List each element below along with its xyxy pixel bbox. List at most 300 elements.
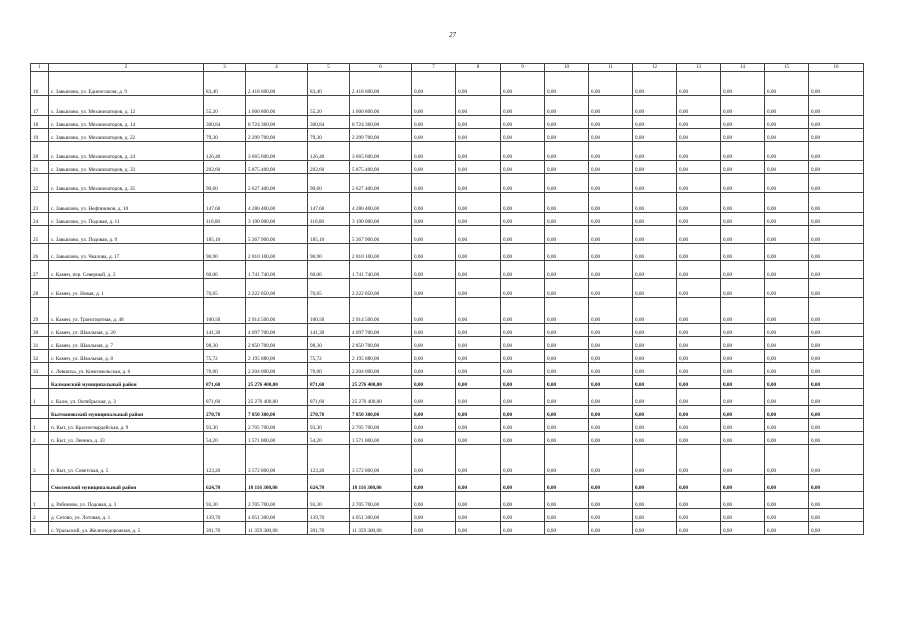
value-cell: 0,00 bbox=[809, 376, 864, 389]
value-cell: 0,00 bbox=[412, 324, 456, 337]
table-row bbox=[31, 492, 864, 509]
value-cell: 0,00 bbox=[809, 432, 864, 445]
address-cell: с. Завьялово, ул. Механизаторов, д. 12 bbox=[49, 96, 204, 116]
value-cell: 0,00 bbox=[677, 432, 721, 445]
value-cell: 0,00 bbox=[633, 244, 677, 261]
value-cell: 1 571 800,00 bbox=[350, 432, 412, 445]
value-cell: 0,00 bbox=[677, 161, 721, 174]
value-cell: 93,30 bbox=[308, 419, 350, 432]
table-row bbox=[31, 324, 864, 337]
address-cell: с. Завьялово, ул. Механизаторов, д. 35 bbox=[49, 174, 204, 193]
value-cell: 0,00 bbox=[809, 363, 864, 376]
value-cell: 2 705 700,00 bbox=[246, 492, 308, 509]
value-cell: 0,00 bbox=[633, 142, 677, 161]
value-cell: 0,00 bbox=[589, 419, 633, 432]
value-cell: 0,00 bbox=[501, 72, 545, 96]
value-cell: 123,20 bbox=[204, 445, 246, 475]
value-cell: 0,00 bbox=[545, 389, 589, 406]
address-cell: с. Камен, ул. Школьная, д. 7 bbox=[49, 337, 204, 350]
value-cell: 0,00 bbox=[721, 324, 765, 337]
value-cell: 0,00 bbox=[765, 129, 809, 142]
value-cell: 0,00 bbox=[809, 445, 864, 475]
value-cell: 0,00 bbox=[456, 116, 501, 129]
row-number bbox=[31, 406, 49, 419]
value-cell: 4 280 400,00 bbox=[246, 193, 308, 213]
value-cell: 0,00 bbox=[721, 174, 765, 193]
value-cell: 0,00 bbox=[809, 129, 864, 142]
value-cell: 2 418 600,00 bbox=[246, 72, 308, 96]
value-cell: 1 741 740,00 bbox=[350, 261, 412, 279]
value-cell: 79,30 bbox=[308, 129, 350, 142]
value-cell: 871,60 bbox=[204, 389, 246, 406]
value-cell: 0,00 bbox=[633, 432, 677, 445]
value-cell: 0,00 bbox=[501, 213, 545, 226]
value-cell: 0,00 bbox=[633, 261, 677, 279]
value-cell: 0,00 bbox=[677, 406, 721, 419]
value-cell: 141,30 bbox=[204, 324, 246, 337]
value-cell: 1 741 740,00 bbox=[246, 261, 308, 279]
value-cell: 0,00 bbox=[721, 96, 765, 116]
header-cell: 3 bbox=[204, 64, 246, 72]
row-number: 26 bbox=[31, 244, 49, 261]
value-cell: 0,00 bbox=[589, 298, 633, 324]
row-number: 24 bbox=[31, 213, 49, 226]
value-cell: 0,00 bbox=[721, 389, 765, 406]
value-cell: 0,00 bbox=[501, 337, 545, 350]
value-cell: 147,60 bbox=[204, 193, 246, 213]
value-cell: 0,00 bbox=[809, 261, 864, 279]
value-cell: 0,00 bbox=[809, 298, 864, 324]
value-cell: 147,60 bbox=[308, 193, 350, 213]
row-number: 1 bbox=[31, 492, 49, 509]
value-cell: 0,00 bbox=[721, 279, 765, 298]
table-row bbox=[31, 213, 864, 226]
value-cell: 0,00 bbox=[633, 174, 677, 193]
value-cell: 0,00 bbox=[501, 261, 545, 279]
value-cell: 0,00 bbox=[545, 432, 589, 445]
address-cell: с. Камен, ул. Школьная, д. 20 bbox=[49, 324, 204, 337]
value-cell: 185,10 bbox=[204, 226, 246, 244]
value-cell: 0,00 bbox=[412, 492, 456, 509]
value-cell: 54,20 bbox=[308, 432, 350, 445]
row-number: 25 bbox=[31, 226, 49, 244]
value-cell: 0,00 bbox=[412, 193, 456, 213]
value-cell: 0,00 bbox=[633, 522, 677, 535]
value-cell: 0,00 bbox=[412, 174, 456, 193]
address-cell: с. Камен, пер. Северный, д. 2 bbox=[49, 261, 204, 279]
table-row bbox=[31, 509, 864, 522]
value-cell: 0,00 bbox=[677, 116, 721, 129]
value-cell: 0,00 bbox=[721, 337, 765, 350]
value-cell: 0,00 bbox=[677, 350, 721, 363]
value-cell: 0,00 bbox=[501, 279, 545, 298]
value-cell: 0,00 bbox=[412, 279, 456, 298]
value-cell: 3 190 000,00 bbox=[246, 213, 308, 226]
value-cell: 5 367 900,00 bbox=[350, 226, 412, 244]
value-cell: 0,00 bbox=[501, 116, 545, 129]
value-cell: 0,00 bbox=[721, 213, 765, 226]
value-cell: 100,50 bbox=[308, 298, 350, 324]
value-cell: 0,00 bbox=[456, 279, 501, 298]
value-cell: 0,00 bbox=[545, 226, 589, 244]
value-cell: 0,00 bbox=[765, 376, 809, 389]
value-cell: 2 850 700,00 bbox=[350, 337, 412, 350]
value-cell: 0,00 bbox=[501, 129, 545, 142]
value-cell: 0,00 bbox=[721, 298, 765, 324]
value-cell: 0,00 bbox=[633, 72, 677, 96]
value-cell: 0,00 bbox=[456, 174, 501, 193]
value-cell: 0,00 bbox=[501, 298, 545, 324]
value-cell: 0,00 bbox=[412, 509, 456, 522]
header-cell: 4 bbox=[246, 64, 308, 72]
value-cell: 0,00 bbox=[721, 419, 765, 432]
value-cell: 0,00 bbox=[501, 492, 545, 509]
value-cell: 7 850 300,00 bbox=[246, 406, 308, 419]
value-cell: 0,00 bbox=[589, 406, 633, 419]
value-cell: 126,40 bbox=[204, 142, 246, 161]
table-row bbox=[31, 363, 864, 376]
value-cell: 0,00 bbox=[809, 226, 864, 244]
value-cell: 0,00 bbox=[589, 116, 633, 129]
value-cell: 0,00 bbox=[765, 406, 809, 419]
value-cell: 0,00 bbox=[677, 363, 721, 376]
value-cell: 3 665 600,00 bbox=[350, 142, 412, 161]
value-cell: 0,00 bbox=[412, 96, 456, 116]
value-cell: 0,00 bbox=[456, 522, 501, 535]
address-cell: с. Камен, ул. Транспортная, д. 48 bbox=[49, 298, 204, 324]
row-number: 20 bbox=[31, 142, 49, 161]
value-cell: 0,00 bbox=[633, 213, 677, 226]
value-cell: 0,00 bbox=[412, 298, 456, 324]
value-cell: 8 724 360,00 bbox=[246, 116, 308, 129]
value-cell: 0,00 bbox=[721, 350, 765, 363]
value-cell: 5 875 400,00 bbox=[350, 161, 412, 174]
value-cell: 0,00 bbox=[765, 445, 809, 475]
address-cell: Кытмановский муниципальный район bbox=[49, 406, 204, 419]
value-cell: 5 875 400,00 bbox=[246, 161, 308, 174]
value-cell: 0,00 bbox=[412, 244, 456, 261]
row-number: 3 bbox=[31, 522, 49, 535]
value-cell: 11 359 300,00 bbox=[350, 522, 412, 535]
table-row bbox=[31, 298, 864, 324]
row-number: 16 bbox=[31, 72, 49, 96]
value-cell: 0,00 bbox=[545, 261, 589, 279]
value-cell: 871,60 bbox=[308, 389, 350, 406]
value-cell: 0,00 bbox=[412, 142, 456, 161]
address-cell: с. Завьялово, ул. Механизаторов, д. 33 bbox=[49, 161, 204, 174]
district-total-row bbox=[31, 376, 864, 389]
value-cell: 0,00 bbox=[501, 522, 545, 535]
value-cell: 123,20 bbox=[308, 445, 350, 475]
address-cell: с. Уральский, ул. Железнодорожная, д. 5 bbox=[49, 522, 204, 535]
value-cell: 0,00 bbox=[809, 244, 864, 261]
value-cell: 0,00 bbox=[412, 445, 456, 475]
value-cell: 3 572 800,00 bbox=[246, 445, 308, 475]
value-cell: 0,00 bbox=[545, 96, 589, 116]
value-cell: 0,00 bbox=[412, 522, 456, 535]
value-cell: 0,00 bbox=[412, 129, 456, 142]
value-cell: 0,00 bbox=[589, 363, 633, 376]
value-cell: 0,00 bbox=[589, 129, 633, 142]
value-cell: 0,00 bbox=[589, 142, 633, 161]
address-cell: п. Кыт, ул. Советская, д. 5 bbox=[49, 445, 204, 475]
value-cell: 0,00 bbox=[721, 406, 765, 419]
header-cell: 11 bbox=[589, 64, 633, 72]
value-cell: 7 850 300,00 bbox=[350, 406, 412, 419]
value-cell: 2 705 700,00 bbox=[246, 419, 308, 432]
value-cell: 0,00 bbox=[721, 475, 765, 492]
value-cell: 0,00 bbox=[545, 161, 589, 174]
value-cell: 0,00 bbox=[721, 193, 765, 213]
header-cell: 14 bbox=[721, 64, 765, 72]
table-row bbox=[31, 96, 864, 116]
value-cell: 270,70 bbox=[204, 406, 246, 419]
value-cell: 0,00 bbox=[589, 213, 633, 226]
value-cell: 0,00 bbox=[677, 376, 721, 389]
value-cell: 0,00 bbox=[412, 261, 456, 279]
address-cell: Калманский муниципальный район bbox=[49, 376, 204, 389]
table-row bbox=[31, 432, 864, 445]
value-cell: 110,00 bbox=[204, 213, 246, 226]
page-number: 27 bbox=[449, 31, 456, 39]
value-cell: 2 299 700,00 bbox=[350, 129, 412, 142]
value-cell: 110,00 bbox=[308, 213, 350, 226]
value-cell: 0,00 bbox=[456, 432, 501, 445]
value-cell: 4 051 300,00 bbox=[246, 509, 308, 522]
value-cell: 0,00 bbox=[501, 142, 545, 161]
value-cell: 0,00 bbox=[456, 475, 501, 492]
value-cell: 0,00 bbox=[589, 389, 633, 406]
value-cell: 0,00 bbox=[677, 129, 721, 142]
value-cell: 0,00 bbox=[501, 509, 545, 522]
value-cell: 0,00 bbox=[589, 226, 633, 244]
value-cell: 0,00 bbox=[765, 226, 809, 244]
value-cell: 0,00 bbox=[765, 72, 809, 96]
row-number bbox=[31, 376, 49, 389]
value-cell: 98,30 bbox=[204, 337, 246, 350]
value-cell: 0,00 bbox=[721, 509, 765, 522]
value-cell: 0,00 bbox=[765, 389, 809, 406]
value-cell: 0,00 bbox=[456, 261, 501, 279]
row-number: 19 bbox=[31, 129, 49, 142]
row-number: 27 bbox=[31, 261, 49, 279]
value-cell: 0,00 bbox=[589, 244, 633, 261]
value-cell: 0,00 bbox=[545, 350, 589, 363]
value-cell: 0,00 bbox=[589, 522, 633, 535]
value-cell: 0,00 bbox=[721, 116, 765, 129]
value-cell: 0,00 bbox=[456, 96, 501, 116]
table-row bbox=[31, 337, 864, 350]
header-row bbox=[31, 64, 864, 72]
table-row bbox=[31, 161, 864, 174]
value-cell: 0,00 bbox=[721, 363, 765, 376]
value-cell: 83,40 bbox=[204, 72, 246, 96]
value-cell: 0,00 bbox=[501, 419, 545, 432]
table-body bbox=[31, 64, 864, 535]
value-cell: 0,00 bbox=[721, 161, 765, 174]
table-row bbox=[31, 279, 864, 298]
value-cell: 0,00 bbox=[501, 226, 545, 244]
value-cell: 0,00 bbox=[765, 350, 809, 363]
value-cell: 0,00 bbox=[677, 96, 721, 116]
value-cell: 624,70 bbox=[204, 475, 246, 492]
table-row bbox=[31, 244, 864, 261]
value-cell: 0,00 bbox=[412, 213, 456, 226]
row-number: 2 bbox=[31, 509, 49, 522]
value-cell: 2 195 880,00 bbox=[350, 350, 412, 363]
value-cell: 0,00 bbox=[456, 129, 501, 142]
value-cell: 18 116 300,00 bbox=[350, 475, 412, 492]
value-cell: 93,30 bbox=[308, 492, 350, 509]
value-cell: 0,00 bbox=[633, 226, 677, 244]
value-cell: 871,60 bbox=[308, 376, 350, 389]
row-number: 28 bbox=[31, 279, 49, 298]
value-cell: 0,00 bbox=[809, 324, 864, 337]
value-cell: 0,00 bbox=[633, 419, 677, 432]
value-cell: 270,70 bbox=[308, 406, 350, 419]
data-table bbox=[30, 63, 864, 535]
value-cell: 5 367 900,00 bbox=[246, 226, 308, 244]
value-cell: 0,00 bbox=[456, 406, 501, 419]
value-cell: 0,00 bbox=[677, 522, 721, 535]
value-cell: 0,00 bbox=[545, 279, 589, 298]
address-cell: с. Завьялово, ул. Механизаторов, д. 22 bbox=[49, 129, 204, 142]
value-cell: 0,00 bbox=[412, 432, 456, 445]
value-cell: 0,00 bbox=[589, 337, 633, 350]
value-cell: 0,00 bbox=[412, 376, 456, 389]
value-cell: 0,00 bbox=[809, 96, 864, 116]
value-cell: 0,00 bbox=[633, 475, 677, 492]
value-cell: 0,00 bbox=[412, 389, 456, 406]
value-cell: 0,00 bbox=[456, 363, 501, 376]
value-cell: 0,00 bbox=[677, 142, 721, 161]
header-cell: 12 bbox=[633, 64, 677, 72]
value-cell: 0,00 bbox=[456, 298, 501, 324]
value-cell: 0,00 bbox=[456, 193, 501, 213]
value-cell: 0,00 bbox=[633, 116, 677, 129]
value-cell: 0,00 bbox=[765, 193, 809, 213]
value-cell: 1 571 800,00 bbox=[246, 432, 308, 445]
value-cell: 0,00 bbox=[633, 96, 677, 116]
value-cell: 871,60 bbox=[204, 376, 246, 389]
row-number: 3 bbox=[31, 445, 49, 475]
table-row bbox=[31, 445, 864, 475]
value-cell: 0,00 bbox=[589, 350, 633, 363]
value-cell: 0,00 bbox=[721, 72, 765, 96]
value-cell: 0,00 bbox=[677, 226, 721, 244]
value-cell: 0,00 bbox=[545, 376, 589, 389]
value-cell: 0,00 bbox=[633, 324, 677, 337]
value-cell: 0,00 bbox=[456, 337, 501, 350]
value-cell: 3 572 800,00 bbox=[350, 445, 412, 475]
value-cell: 0,00 bbox=[545, 174, 589, 193]
value-cell: 0,00 bbox=[633, 298, 677, 324]
value-cell: 0,00 bbox=[765, 161, 809, 174]
row-number: 2 bbox=[31, 432, 49, 445]
value-cell: 79,30 bbox=[204, 129, 246, 142]
header-cell: 9 bbox=[501, 64, 545, 72]
value-cell: 0,00 bbox=[456, 389, 501, 406]
table-row bbox=[31, 174, 864, 193]
value-cell: 0,00 bbox=[633, 363, 677, 376]
value-cell: 0,00 bbox=[456, 213, 501, 226]
value-cell: 0,00 bbox=[589, 324, 633, 337]
value-cell: 0,00 bbox=[677, 72, 721, 96]
value-cell: 0,00 bbox=[589, 174, 633, 193]
row-number bbox=[31, 475, 49, 492]
value-cell: 0,00 bbox=[765, 432, 809, 445]
value-cell: 0,00 bbox=[765, 244, 809, 261]
value-cell: 93,30 bbox=[204, 492, 246, 509]
value-cell: 0,00 bbox=[677, 174, 721, 193]
address-cell: д. Рабиново, ул. Подовая, д. 3 bbox=[49, 492, 204, 509]
value-cell: 0,00 bbox=[633, 161, 677, 174]
value-cell: 76,65 bbox=[204, 279, 246, 298]
value-cell: 0,00 bbox=[545, 475, 589, 492]
value-cell: 3 190 000,00 bbox=[350, 213, 412, 226]
value-cell: 2 850 700,00 bbox=[246, 337, 308, 350]
value-cell: 300,84 bbox=[308, 116, 350, 129]
district-total-row bbox=[31, 475, 864, 492]
value-cell: 0,00 bbox=[545, 298, 589, 324]
value-cell: 0,00 bbox=[677, 279, 721, 298]
row-number: 1 bbox=[31, 419, 49, 432]
value-cell: 2 914 500,00 bbox=[350, 298, 412, 324]
value-cell: 0,00 bbox=[677, 298, 721, 324]
value-cell: 2 222 850,00 bbox=[350, 279, 412, 298]
value-cell: 0,00 bbox=[677, 261, 721, 279]
value-cell: 0,00 bbox=[721, 226, 765, 244]
value-cell: 0,00 bbox=[456, 142, 501, 161]
value-cell: 0,00 bbox=[677, 389, 721, 406]
value-cell: 76,00 bbox=[308, 363, 350, 376]
value-cell: 0,00 bbox=[721, 244, 765, 261]
value-cell: 0,00 bbox=[765, 298, 809, 324]
row-number: 29 bbox=[31, 298, 49, 324]
value-cell: 25 276 400,00 bbox=[246, 376, 308, 389]
value-cell: 4 051 300,00 bbox=[350, 509, 412, 522]
value-cell: 0,00 bbox=[765, 174, 809, 193]
value-cell: 0,00 bbox=[677, 492, 721, 509]
value-cell: 0,00 bbox=[589, 279, 633, 298]
value-cell: 0,00 bbox=[545, 129, 589, 142]
value-cell: 391,70 bbox=[204, 522, 246, 535]
value-cell: 98,30 bbox=[308, 337, 350, 350]
value-cell: 0,00 bbox=[456, 350, 501, 363]
row-number: 33 bbox=[31, 363, 49, 376]
value-cell: 0,00 bbox=[545, 522, 589, 535]
address-cell: с. Камен, ул. Новая, д. 1 bbox=[49, 279, 204, 298]
address-cell: с. Завьялово, ул. Механизаторов, д. 24 bbox=[49, 142, 204, 161]
value-cell: 0,00 bbox=[545, 213, 589, 226]
value-cell: 0,00 bbox=[809, 522, 864, 535]
value-cell: 0,00 bbox=[633, 389, 677, 406]
value-cell: 0,00 bbox=[501, 350, 545, 363]
value-cell: 0,00 bbox=[809, 419, 864, 432]
value-cell: 0,00 bbox=[456, 445, 501, 475]
value-cell: 0,00 bbox=[633, 492, 677, 509]
value-cell: 0,00 bbox=[677, 445, 721, 475]
value-cell: 0,00 bbox=[809, 116, 864, 129]
value-cell: 0,00 bbox=[765, 419, 809, 432]
value-cell: 0,00 bbox=[765, 337, 809, 350]
value-cell: 0,00 bbox=[589, 445, 633, 475]
table-row bbox=[31, 129, 864, 142]
table-row bbox=[31, 522, 864, 535]
value-cell: 0,00 bbox=[501, 406, 545, 419]
value-cell: 60,06 bbox=[308, 261, 350, 279]
value-cell: 0,00 bbox=[633, 509, 677, 522]
